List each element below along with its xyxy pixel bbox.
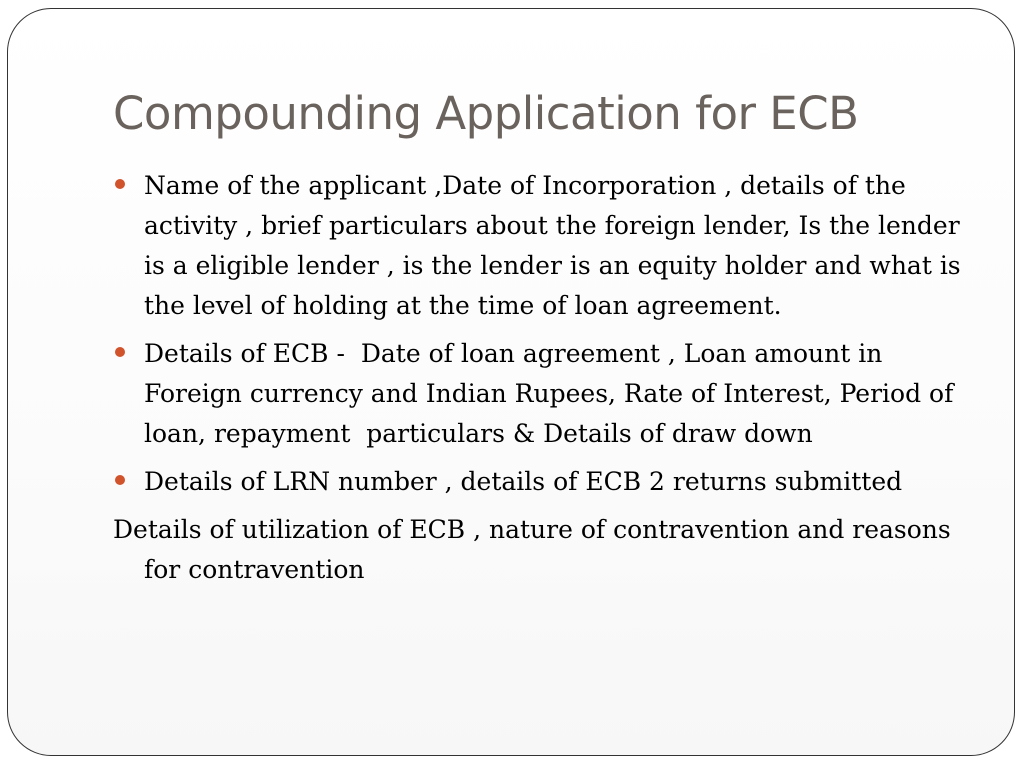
slide-title: Compounding Application for ECB <box>113 87 859 140</box>
bullet-text: Name of the applicant ,Date of Incorporation , details of the activity , brief particulars about the foreign lender, Is the lender is a eligible lender , is the lender is an equity holder and what is the level of holding at the time of loan agreement. <box>144 171 969 320</box>
bullet-dot-icon <box>115 179 125 189</box>
bullet-dot-icon <box>115 347 125 357</box>
bullet-text: Details of ECB - Date of loan agreement , Loan amount in Foreign currency and Indian Rupees, Rate of Interest, Period of loan, repayment particulars & Details of draw down <box>144 339 962 448</box>
bullet-list <box>113 166 969 502</box>
bullet-dot-icon <box>115 475 125 485</box>
bullet-item-lrn <box>113 462 963 502</box>
bullet-item-applicant <box>113 166 969 326</box>
utilization-paragraph: Details of utilization of ECB , nature of contravention and reasons for contravention <box>113 515 959 584</box>
slide-body <box>113 166 969 590</box>
bullet-item-ecb-details <box>113 334 963 454</box>
bullet-text: Details of LRN number , details of ECB 2 returns submitted <box>144 467 903 496</box>
